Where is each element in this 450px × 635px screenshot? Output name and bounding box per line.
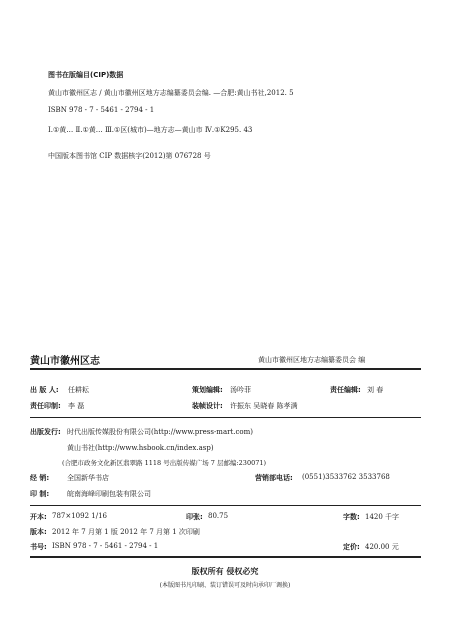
edition-label: 版本: [30, 528, 47, 536]
cip-line-3: Ⅰ.①黄… Ⅱ.①黄… Ⅲ.①区(城市)—地方志—黄山市 Ⅳ.①K295. 43 [48, 126, 253, 134]
cip-line-1: 黄山市徽州区志 / 黄山市徽州区地方志编纂委员会编. —合肥:黄山书社,2012. 5 [48, 89, 294, 97]
isbn-value: ISBN 978 - 7 - 5461 - 2794 - 1 [52, 542, 159, 550]
cip-line-4: 中国版本图书馆 CIP 数据核字(2012)第 076728 号 [48, 152, 211, 160]
rule-publish [30, 505, 421, 506]
publish-label: 出版发行: [30, 428, 61, 436]
distribution-label: 经 销: [30, 474, 50, 482]
sheets-label: 印张: [186, 513, 203, 521]
distribution-value: 全国新华书店 [67, 474, 109, 482]
rule-title [30, 368, 421, 370]
rule-specs [30, 556, 421, 558]
planner-value: 汤吟菲 [230, 386, 251, 394]
edition-value: 2012 年 7 月第 1 版 2012 年 7 月第 1 次印刷 [52, 528, 200, 536]
publisher-label: 出 版 人: [30, 386, 59, 394]
rule-credits [30, 417, 421, 418]
publish-line-2: 黄山书社(http://www.hsbook.cn/index.asp) [67, 444, 214, 452]
publish-line-3: (合肥市政务文化新区翡翠路 1118 号出版传媒广场 7 层邮编:230071) [62, 459, 267, 467]
price-value: 420.00 元 [365, 543, 399, 551]
editor-label: 责任编辑: [330, 386, 361, 394]
cip-line-2: ISBN 978 - 7 - 5461 - 2794 - 1 [48, 106, 155, 114]
design-label: 装帧设计: [192, 402, 223, 410]
cip-heading: 图书在版编目(CIP)数据 [48, 71, 124, 79]
book-title: 黄山市徽州区志 [30, 356, 100, 367]
words-value: 1420 千字 [365, 513, 400, 521]
print-value: 李 磊 [68, 402, 85, 410]
format-value: 787×1092 1/16 [52, 512, 107, 520]
design-value: 许振东 吴晓春 陈孝满 [230, 402, 298, 410]
printer-value: 皖南海峰印刷包装有限公司 [67, 490, 151, 498]
editor-value: 刘 春 [367, 386, 384, 394]
print-label: 责任印制: [30, 402, 61, 410]
print-error-note: (本版图书凡印刷、装订错误可及时向承印厂调换) [159, 582, 291, 589]
book-compiler: 黄山市徽州区地方志编纂委员会 编 [258, 356, 366, 364]
format-label: 开本: [30, 513, 47, 521]
isbn-label: 书号: [30, 543, 47, 551]
words-label: 字数: [343, 513, 360, 521]
price-label: 定价: [343, 543, 360, 551]
phone-label: 营销部电话: [255, 474, 293, 482]
publisher-value: 任耕耘 [68, 386, 89, 394]
printer-label: 印 制: [30, 490, 50, 498]
publish-line-1: 时代出版传媒股份有限公司(http://www.press-mart.com) [67, 428, 254, 436]
phone-value: (0551)3533762 3533768 [302, 473, 390, 481]
rights-notice: 版权所有 侵权必究 [191, 567, 259, 576]
planner-label: 策划编辑: [192, 386, 223, 394]
sheets-value: 80.75 [208, 512, 229, 520]
